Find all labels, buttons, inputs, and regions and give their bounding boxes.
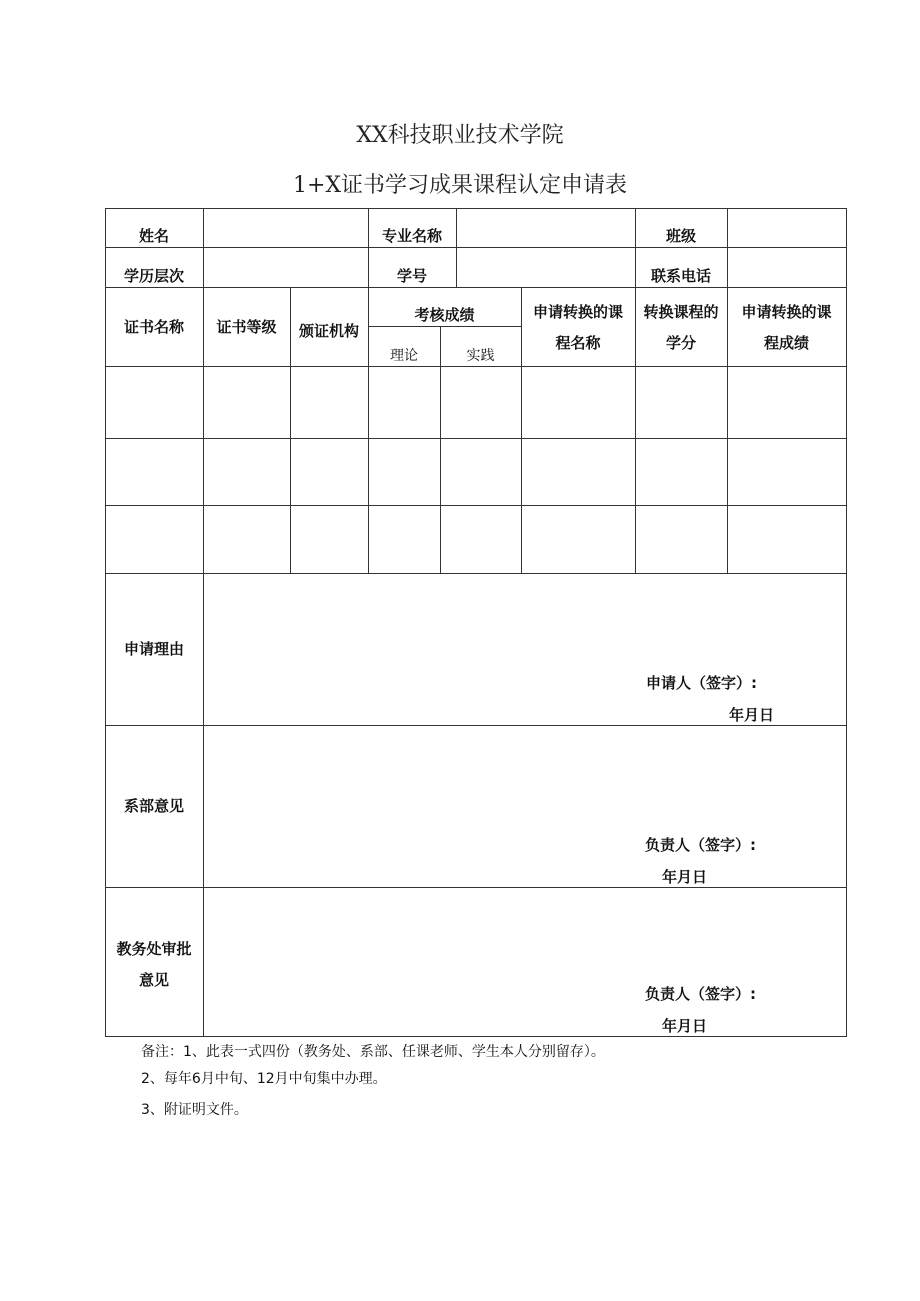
reason-input[interactable] <box>204 574 846 725</box>
class-input[interactable] <box>727 209 846 247</box>
office-opinion-label-line2: 意见 <box>138 971 169 989</box>
credit-header-line1: 转换课程的 <box>643 303 719 321</box>
course-name-header-line2: 程名称 <box>555 334 601 352</box>
student-id-label: 学号 <box>396 266 427 285</box>
reason-date: 年月日 <box>729 706 775 724</box>
note-line-2: 2、每年6月中旬、12月中旬集中办理。 <box>141 1071 387 1087</box>
course-name-header <box>521 296 635 360</box>
class-label: 班级 <box>665 226 696 245</box>
major-input[interactable] <box>456 209 635 247</box>
major-label: 专业名称 <box>381 226 442 245</box>
form-title: 1+X证书学习成果课程认定申请表 <box>292 173 628 198</box>
credit-header <box>635 296 727 360</box>
school-name: XX科技职业技术学院 <box>356 123 564 148</box>
note-line-3: 3、附证明文件。 <box>141 1102 248 1118</box>
note-line-1: 备注：1、此表一式四份（教务处、系部、任课老师、学生本人分别留存）。 <box>141 1044 605 1060</box>
grade-header-line2: 程成绩 <box>763 334 809 352</box>
course-name-header-line1: 申请转换的课 <box>532 303 623 321</box>
dept-opinion-label: 系部意见 <box>123 797 184 815</box>
student-id-input[interactable] <box>456 248 635 287</box>
dept-date: 年月日 <box>662 868 708 886</box>
grade-header-line1: 申请转换的课 <box>741 303 832 321</box>
office-date: 年月日 <box>662 1017 708 1035</box>
table-row[interactable] <box>105 506 846 573</box>
name-label: 姓名 <box>138 226 169 245</box>
office-opinion-label-line1: 教务处审批 <box>116 940 192 958</box>
office-signature: 负责人（签字）: <box>645 985 756 1003</box>
assessment-header: 考核成绩 <box>414 305 475 324</box>
education-label: 学历层次 <box>123 266 184 285</box>
office-opinion-input[interactable] <box>204 888 846 1036</box>
education-input[interactable] <box>203 248 368 287</box>
name-input[interactable] <box>203 209 368 247</box>
credit-header-line2: 学分 <box>665 334 696 352</box>
dept-signature: 负责人（签字）: <box>645 836 756 854</box>
table-row[interactable] <box>105 367 846 438</box>
reason-label: 申请理由 <box>123 640 184 658</box>
phone-label: 联系电话 <box>650 266 711 285</box>
practice-header: 实践 <box>466 347 495 364</box>
table-border-right <box>846 208 847 1037</box>
table-border-bottom <box>105 1036 846 1037</box>
theory-header: 理论 <box>390 347 418 364</box>
cert-name-header: 证书名称 <box>123 317 184 336</box>
issuing-org-header: 颁证机构 <box>298 321 359 340</box>
cert-level-header: 证书等级 <box>216 317 277 336</box>
dept-opinion-input[interactable] <box>204 726 846 887</box>
office-opinion-label <box>105 933 203 997</box>
table-row[interactable] <box>105 439 846 505</box>
reason-signature: 申请人（签字）: <box>646 674 757 692</box>
grade-header <box>727 296 846 360</box>
phone-input[interactable] <box>727 248 846 287</box>
